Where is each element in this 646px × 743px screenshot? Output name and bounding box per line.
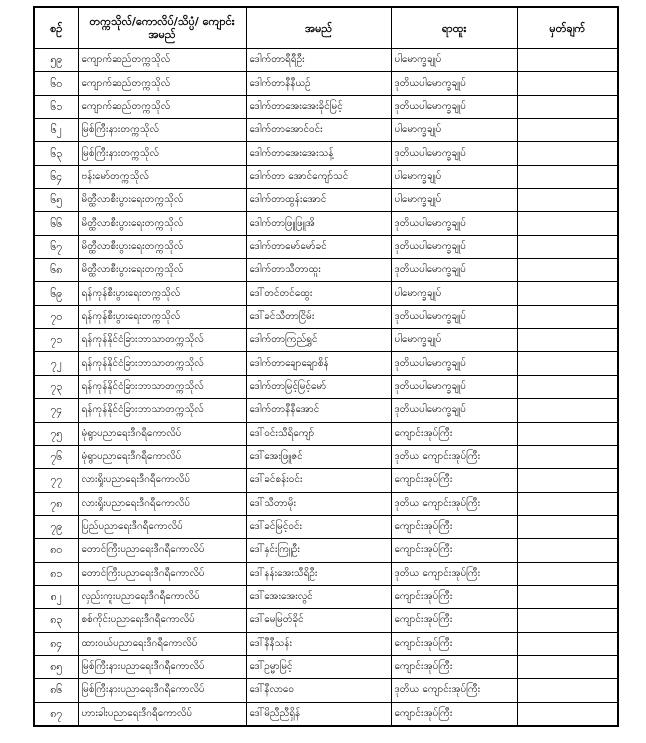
position-title: ကျောင်းအုပ်ကြီး xyxy=(391,655,517,678)
school-name: တောင်ကြီးပညာရေးဒီဂရီကောလိပ် xyxy=(78,562,246,585)
remark-cell xyxy=(517,259,618,282)
remark-cell xyxy=(517,282,618,305)
document-page xyxy=(33,6,617,727)
row-number: ၇၆ xyxy=(34,445,78,468)
person-name: ဒေါက်တာကြည်ရွှင် xyxy=(246,329,391,352)
remark-cell xyxy=(517,142,618,165)
row-number: ၆၉ xyxy=(34,282,78,305)
position-title: ဒုတိယပါမောက္ခချုပ် xyxy=(391,142,517,165)
table-row xyxy=(34,655,618,678)
row-number: ၈၂ xyxy=(34,585,78,608)
school-name: လှည်းကူးပညာရေးဒီဂရီကောလိပ် xyxy=(78,585,246,608)
position-title: ဒုတိယ ကျောင်းအုပ်ကြီး xyxy=(391,445,517,468)
table-row xyxy=(34,72,618,95)
row-number: ၇၃ xyxy=(34,375,78,398)
remark-cell xyxy=(517,375,618,398)
header-name: အမည် xyxy=(246,7,391,49)
row-number: ၆၅ xyxy=(34,189,78,212)
header-rank: ရာထူး xyxy=(391,7,517,49)
remark-cell xyxy=(517,422,618,445)
row-number: ၈၄ xyxy=(34,632,78,655)
position-title: ပါမောက္ခချုပ် xyxy=(391,189,517,212)
person-name: ဒေါ်ဥမ္မာမြင့် xyxy=(246,655,391,678)
table-row xyxy=(34,679,618,702)
person-name: ဒေါ်မိညီညီရှိန် xyxy=(246,702,391,726)
table-row xyxy=(34,49,618,72)
table-row xyxy=(34,469,618,492)
remark-cell xyxy=(517,49,618,72)
table-row xyxy=(34,95,618,118)
table-row xyxy=(34,422,618,445)
person-name: ဒေါက်တာဖြူဖြူအိ xyxy=(246,212,391,235)
remark-cell xyxy=(517,679,618,702)
person-name: ဒေါက်တာမော်မော်ခင် xyxy=(246,235,391,258)
table-row xyxy=(34,235,618,258)
remark-cell xyxy=(517,399,618,422)
remark-cell xyxy=(517,469,618,492)
position-title: ဒုတိယပါမောက္ခချုပ် xyxy=(391,352,517,375)
person-name: ဒေါ်နှင်းကြူဦး xyxy=(246,539,391,562)
table-row xyxy=(34,585,618,608)
row-number: ၇၅ xyxy=(34,422,78,445)
person-name: ဒေါက်တာသီတာထူး xyxy=(246,259,391,282)
remark-cell xyxy=(517,445,618,468)
row-number: ၇၂ xyxy=(34,352,78,375)
person-name: ဒေါက်တာနီနီအောင် xyxy=(246,399,391,422)
person-name: ဒေါ်တင်တင်ထွေး xyxy=(246,282,391,305)
person-name: ဒေါက်တာနီနီယဉ် xyxy=(246,72,391,95)
position-title: ပါမောက္ခချုပ် xyxy=(391,119,517,142)
table-row xyxy=(34,352,618,375)
position-title: ဒုတိယပါမောက္ခချုပ် xyxy=(391,259,517,282)
row-number: ၈၅ xyxy=(34,655,78,678)
table-row xyxy=(34,142,618,165)
person-name: ဒေါက်တာ အောင်ကျော်သင် xyxy=(246,165,391,188)
position-title: ဒုတိယပါမောက္ခချုပ် xyxy=(391,95,517,118)
position-title: ဒုတိယပါမောက္ခချုပ် xyxy=(391,305,517,328)
remark-cell xyxy=(517,119,618,142)
table-row xyxy=(34,632,618,655)
table-row xyxy=(34,165,618,188)
person-name: ဒေါ်နီနီသန်း xyxy=(246,632,391,655)
remark-cell xyxy=(517,515,618,538)
position-title: ကျောင်းအုပ်ကြီး xyxy=(391,585,517,608)
position-title: ကျောင်းအုပ်ကြီး xyxy=(391,632,517,655)
position-title: ဒုတိယပါမောက္ခချုပ် xyxy=(391,375,517,398)
row-number: ၆၃ xyxy=(34,142,78,165)
school-name: ထားဝယ်ပညာရေးဒီဂရီကောလိပ် xyxy=(78,632,246,655)
remark-cell xyxy=(517,95,618,118)
school-name: မြစ်ကြီးနားပညာရေးဒီဂရီကောလိပ် xyxy=(78,655,246,678)
position-title: ကျောင်းအုပ်ကြီး xyxy=(391,702,517,726)
school-name: မိတ္ထီလာစီးပွားရေးတက္ကသိုလ် xyxy=(78,212,246,235)
table-row xyxy=(34,562,618,585)
table-body xyxy=(34,49,618,726)
remark-cell xyxy=(517,539,618,562)
person-name: ဒေါက်တာချောချောစိန် xyxy=(246,352,391,375)
row-number: ၅၉ xyxy=(34,49,78,72)
remark-cell xyxy=(517,329,618,352)
remark-cell xyxy=(517,189,618,212)
school-name: မုံရွာပညာရေးဒီဂရီကောလိပ် xyxy=(78,422,246,445)
row-number: ၆၀ xyxy=(34,72,78,95)
person-name: ဒေါ်ခင်သီတာငြိမ်း xyxy=(246,305,391,328)
position-title: ကျောင်းအုပ်ကြီး xyxy=(391,539,517,562)
row-number: ၈၆ xyxy=(34,679,78,702)
table-row xyxy=(34,515,618,538)
table-row xyxy=(34,329,618,352)
school-name: မြစ်ကြီးနားတက္ကသိုလ် xyxy=(78,142,246,165)
school-name: မိတ္ထီလာစီးပွားရေးတက္ကသိုလ် xyxy=(78,259,246,282)
remark-cell xyxy=(517,492,618,515)
table-row xyxy=(34,445,618,468)
position-title: ပါမောက္ခချုပ် xyxy=(391,282,517,305)
position-title: ပါမောက္ခချုပ် xyxy=(391,49,517,72)
table-header xyxy=(34,7,618,49)
row-number: ၆၂ xyxy=(34,119,78,142)
table-row xyxy=(34,492,618,515)
table-row xyxy=(34,702,618,726)
school-name: မြစ်ကြီးနားတက္ကသိုလ် xyxy=(78,119,246,142)
school-name: ကျောက်ဆည်တက္ကသိုလ် xyxy=(78,72,246,95)
row-number: ၈၇ xyxy=(34,702,78,726)
remark-cell xyxy=(517,702,618,726)
person-name: ဒေါက်တာအောင်ဝင်း xyxy=(246,119,391,142)
person-name: ဒေါ်သီတာမိုး xyxy=(246,492,391,515)
row-number: ၇၈ xyxy=(34,492,78,515)
position-title: ကျောင်းအုပ်ကြီး xyxy=(391,469,517,492)
person-name: ဒေါ်နီလာဝေ xyxy=(246,679,391,702)
row-number: ၇၇ xyxy=(34,469,78,492)
row-number: ၆၆ xyxy=(34,212,78,235)
table-row xyxy=(34,399,618,422)
remark-cell xyxy=(517,165,618,188)
person-name: ဒေါ်မေမြတ်ခိုင် xyxy=(246,609,391,632)
table-row xyxy=(34,539,618,562)
person-name: ဒေါ်ခင်မြင့်ဝင်း xyxy=(246,515,391,538)
table-row xyxy=(34,189,618,212)
school-name: မုံရွာပညာရေးဒီဂရီကောလိပ် xyxy=(78,445,246,468)
position-title: ဒုတိယ ကျောင်းအုပ်ကြီး xyxy=(391,562,517,585)
school-name: ရန်ကုန်နိုင်ငံခြားဘာသာတက္ကသိုလ် xyxy=(78,352,246,375)
person-name: ဒေါ်နန်းအေးသီရိဦး xyxy=(246,562,391,585)
position-title: ကျောင်းအုပ်ကြီး xyxy=(391,515,517,538)
row-number: ၈၀ xyxy=(34,539,78,562)
person-name: ဒေါ်အေးအေးလွင် xyxy=(246,585,391,608)
position-title: ဒုတိယပါမောက္ခချုပ် xyxy=(391,399,517,422)
position-title: ဒုတိယပါမောက္ခချုပ် xyxy=(391,72,517,95)
school-name: ရန်ကုန်နိုင်ငံခြားဘာသာတက္ကသိုလ် xyxy=(78,329,246,352)
remark-cell xyxy=(517,632,618,655)
row-number: ၇၉ xyxy=(34,515,78,538)
person-name: ဒေါက်တာရီရီဦး xyxy=(246,49,391,72)
position-title: ဒုတိယပါမောက္ခချုပ် xyxy=(391,212,517,235)
position-title: ဒုတိယ ကျောင်းအုပ်ကြီး xyxy=(391,679,517,702)
header-school: တက္ကသိုလ်/ကောလိပ်/သိပ္ပံ/ ကျောင်းအမည် xyxy=(78,7,246,49)
row-number: ၈၃ xyxy=(34,609,78,632)
table-row xyxy=(34,375,618,398)
school-name: မိတ္ထီလာစီးပွားရေးတက္ကသိုလ် xyxy=(78,189,246,212)
school-name: တောင်ကြီးပညာရေးဒီဂရီကောလိပ် xyxy=(78,539,246,562)
school-name: ရန်ကုန်စီးပွားရေးတက္ကသိုလ် xyxy=(78,282,246,305)
person-name: ဒေါ်ဝင်းသီရိကျော် xyxy=(246,422,391,445)
remark-cell xyxy=(517,655,618,678)
header-remark: မှတ်ချက် xyxy=(517,7,618,49)
school-name: လားရှိုးပညာရေးဒီဂရီကောလိပ် xyxy=(78,469,246,492)
school-name: စစ်ကိုင်းပညာရေးဒီဂရီကောလိပ် xyxy=(78,609,246,632)
school-name: ဗန်းမော်တက္ကသိုလ် xyxy=(78,165,246,188)
position-title: ပါမောက္ခချုပ် xyxy=(391,165,517,188)
row-number: ၆၈ xyxy=(34,259,78,282)
row-number: ၇၀ xyxy=(34,305,78,328)
school-name: ရန်ကုန်နိုင်ငံခြားဘာသာတက္ကသိုလ် xyxy=(78,399,246,422)
position-title: ဒုတိယပါမောက္ခချုပ် xyxy=(391,235,517,258)
row-number: ၆၇ xyxy=(34,235,78,258)
remark-cell xyxy=(517,585,618,608)
remark-cell xyxy=(517,609,618,632)
row-number: ၆၄ xyxy=(34,165,78,188)
school-name: ကျောက်ဆည်တက္ကသိုလ် xyxy=(78,49,246,72)
person-name: ဒေါက်တာမြင့်မြင့်မော် xyxy=(246,375,391,398)
person-name: ဒေါက်တာအေးအေးသန့် xyxy=(246,142,391,165)
table-row xyxy=(34,119,618,142)
school-name: ကျောက်ဆည်တက္ကသိုလ် xyxy=(78,95,246,118)
row-number: ၆၁ xyxy=(34,95,78,118)
position-title: ကျောင်းအုပ်ကြီး xyxy=(391,422,517,445)
school-name: မိတ္ထီလာစီးပွားရေးတက္ကသိုလ် xyxy=(78,235,246,258)
table-row xyxy=(34,212,618,235)
remark-cell xyxy=(517,212,618,235)
table-row xyxy=(34,305,618,328)
person-name: ဒေါ်ခင်စန်းဝင်း xyxy=(246,469,391,492)
row-number: ၈၁ xyxy=(34,562,78,585)
staff-table xyxy=(33,6,619,727)
remark-cell xyxy=(517,305,618,328)
school-name: ရန်ကုန်နိုင်ငံခြားဘာသာတက္ကသိုလ် xyxy=(78,375,246,398)
table-row xyxy=(34,259,618,282)
position-title: ပါမောက္ခချုပ် xyxy=(391,329,517,352)
remark-cell xyxy=(517,352,618,375)
row-number: ၇၁ xyxy=(34,329,78,352)
position-title: ဒုတိယ ကျောင်းအုပ်ကြီး xyxy=(391,492,517,515)
remark-cell xyxy=(517,72,618,95)
remark-cell xyxy=(517,235,618,258)
school-name: ဟားခါးပညာရေးဒီဂရီကောလိပ် xyxy=(78,702,246,726)
school-name: လားရှိုးပညာရေးဒီဂရီကောလိပ် xyxy=(78,492,246,515)
table-row xyxy=(34,609,618,632)
header-row xyxy=(34,7,618,49)
person-name: ဒေါက်တာအေးအေးခိုင်မြင့် xyxy=(246,95,391,118)
position-title: ကျောင်းအုပ်ကြီး xyxy=(391,609,517,632)
row-number: ၇၄ xyxy=(34,399,78,422)
header-no: စဉ် xyxy=(34,7,78,49)
table-row xyxy=(34,282,618,305)
person-name: ဒေါ်အေးဖြူဇင် xyxy=(246,445,391,468)
school-name: မြစ်ကြီးနားပညာရေးဒီဂရီကောလိပ် xyxy=(78,679,246,702)
person-name: ဒေါက်တာထွန်းအောင် xyxy=(246,189,391,212)
school-name: ရန်ကုန်စီးပွားရေးတက္ကသိုလ် xyxy=(78,305,246,328)
remark-cell xyxy=(517,562,618,585)
school-name: ပြည်ပညာရေးဒီဂရီကောလိပ် xyxy=(78,515,246,538)
